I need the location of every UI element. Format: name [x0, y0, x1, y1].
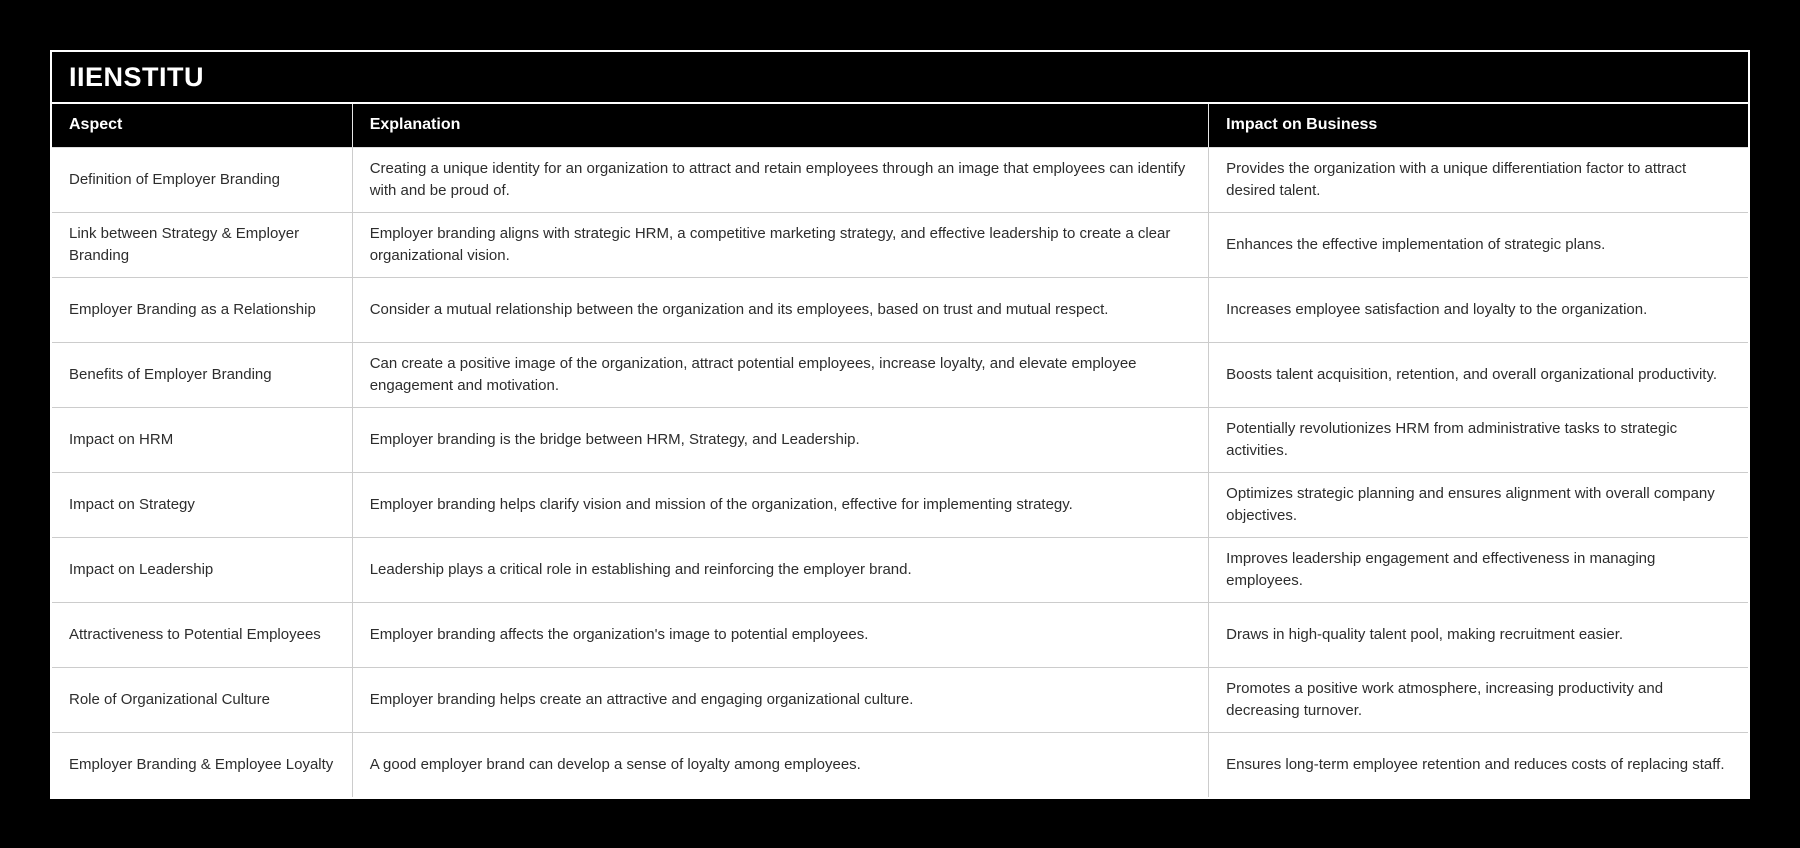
aspect-cell: Role of Organizational Culture: [52, 667, 352, 732]
impact-cell: Potentially revolutionizes HRM from administrative tasks to strategic activities.: [1209, 407, 1748, 472]
table-row: [52, 407, 1748, 472]
impact-cell: Enhances the effective implementation of strategic plans.: [1209, 212, 1748, 277]
table-row: [52, 212, 1748, 277]
explanation-cell: A good employer brand can develop a sense of loyalty among employees.: [352, 732, 1208, 797]
aspect-cell: Employer Branding & Employee Loyalty: [52, 732, 352, 797]
impact-cell: Optimizes strategic planning and ensures alignment with overall company objectives.: [1209, 472, 1748, 537]
impact-cell: Promotes a positive work atmosphere, increasing productivity and decreasing turnover.: [1209, 667, 1748, 732]
explanation-cell: Employer branding aligns with strategic HRM, a competitive marketing strategy, and effective leadership to create a clear organizational vision.: [352, 212, 1208, 277]
column-header-aspect: Aspect: [52, 104, 352, 147]
table-row: [52, 537, 1748, 602]
column-header-impact: Impact on Business: [1209, 104, 1748, 147]
table-row: [52, 667, 1748, 732]
aspect-cell: Attractiveness to Potential Employees: [52, 602, 352, 667]
impact-cell: Ensures long-term employee retention and reduces costs of replacing staff.: [1209, 732, 1748, 797]
table-row: [52, 732, 1748, 797]
explanation-cell: Employer branding helps create an attractive and engaging organizational culture.: [352, 667, 1208, 732]
impact-cell: Increases employee satisfaction and loyalty to the organization.: [1209, 277, 1748, 342]
impact-cell: Draws in high-quality talent pool, making recruitment easier.: [1209, 602, 1748, 667]
table-row: [52, 342, 1748, 407]
explanation-cell: Employer branding is the bridge between HRM, Strategy, and Leadership.: [352, 407, 1208, 472]
explanation-cell: Employer branding helps clarify vision and mission of the organization, effective for implementing strategy.: [352, 472, 1208, 537]
table-row: [52, 147, 1748, 212]
impact-cell: Improves leadership engagement and effectiveness in managing employees.: [1209, 537, 1748, 602]
table-title: IIENSTITU: [69, 61, 205, 92]
aspect-cell: Impact on HRM: [52, 407, 352, 472]
aspect-cell: Benefits of Employer Branding: [52, 342, 352, 407]
explanation-cell: Employer branding affects the organization's image to potential employees.: [352, 602, 1208, 667]
column-header-explanation: Explanation: [352, 104, 1208, 147]
aspect-cell: Definition of Employer Branding: [52, 147, 352, 212]
aspect-cell: Impact on Leadership: [52, 537, 352, 602]
impact-cell: Boosts talent acquisition, retention, and overall organizational productivity.: [1209, 342, 1748, 407]
header-row: [52, 104, 1748, 147]
table-title-bar: [52, 52, 1748, 104]
table-row: [52, 277, 1748, 342]
aspect-cell: Employer Branding as a Relationship: [52, 277, 352, 342]
explanation-cell: Creating a unique identity for an organization to attract and retain employees through an image that employees can identify with and be proud of.: [352, 147, 1208, 212]
impact-cell: Provides the organization with a unique differentiation factor to attract desired talent.: [1209, 147, 1748, 212]
aspect-cell: Impact on Strategy: [52, 472, 352, 537]
aspect-cell: Link between Strategy & Employer Branding: [52, 212, 352, 277]
explanation-cell: Leadership plays a critical role in establishing and reinforcing the employer brand.: [352, 537, 1208, 602]
explanation-cell: Can create a positive image of the organization, attract potential employees, increase loyalty, and elevate employee engagement and motivation.: [352, 342, 1208, 407]
table-row: [52, 602, 1748, 667]
table-row: [52, 472, 1748, 537]
explanation-cell: Consider a mutual relationship between the organization and its employees, based on trust and mutual respect.: [352, 277, 1208, 342]
table-card: [50, 50, 1750, 799]
data-table: [52, 104, 1748, 797]
